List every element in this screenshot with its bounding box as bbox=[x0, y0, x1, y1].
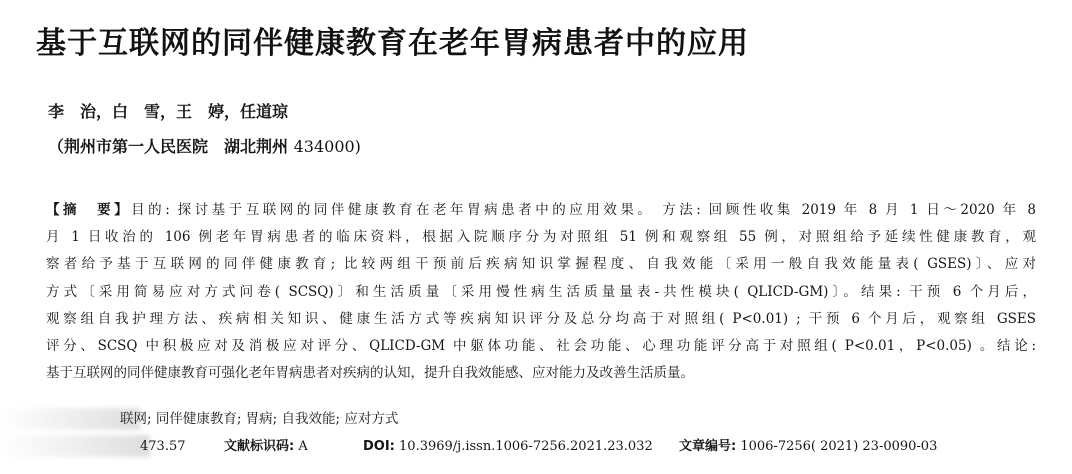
abstract bbox=[46, 197, 1036, 387]
article-metadata bbox=[0, 434, 1072, 460]
author-list: 李 治，白 雪，王 婷，任道琼 bbox=[48, 102, 289, 121]
abstract-line-5: 观察组自我护理方法、疾病相关知识、健康生活方式等疾病知识评分及总分均高于对照组( P<0.01) ; 干预 6 个月后，观察组 GSES bbox=[46, 310, 1036, 327]
abstract-label: 【摘 要】 bbox=[46, 202, 132, 218]
document-code-value: A bbox=[298, 439, 308, 454]
doi bbox=[363, 434, 653, 460]
abstract-line-6: 评分、SCSQ 中积极应对及消极应对评分、QLICD-GM 中躯体功能、社会功能、心理功能评分高于对照组( P<0.01，P<0.05) 。结论: bbox=[46, 338, 1036, 355]
article-number-label: 文章编号: bbox=[679, 439, 737, 454]
abstract-line-2: 月 1 日收治的 106 例老年胃病患者的临床资料，根据入院顺序分为对照组 51 例和观察组 55 例，对照组给予延续性健康教育，观 bbox=[46, 229, 1036, 246]
document-code bbox=[224, 434, 308, 460]
clc-number: 473.57 bbox=[140, 439, 186, 454]
author-affiliation bbox=[48, 135, 361, 159]
blurred-region bbox=[0, 408, 140, 430]
paper-title: 基于互联网的同伴健康教育在老年胃病患者中的应用 bbox=[36, 26, 749, 61]
abstract-line-3: 察者给予基于互联网的同伴健康教育; 比较两组干预前后疾病知识掌握程度、自我效能〔采用一般自我效能量表( GSES)〕、应对 bbox=[46, 256, 1036, 273]
document-code-label: 文献标识码: bbox=[224, 439, 295, 454]
affiliation-text: （荆州市第一人民医院 湖北荆州 bbox=[48, 137, 289, 156]
doi-label: DOI: bbox=[363, 439, 395, 454]
abstract-line-7: 基于互联网的同伴健康教育可强化老年胃病患者对疾病的认知，提升自我效能感、应对能力及改善生活质量。 bbox=[46, 365, 694, 382]
affiliation-postcode: 434000) bbox=[293, 137, 361, 156]
article-number-value: 1006-7256( 2021) 23-0090-03 bbox=[740, 439, 938, 454]
keywords: 联网; 同伴健康教育; 胃病; 自我效能; 应对方式 bbox=[120, 411, 399, 427]
doi-value: 10.3969/j.issn.1006-7256.2021.23.032 bbox=[399, 439, 653, 454]
abstract-line-1 bbox=[46, 197, 1036, 224]
abstract-line-4: 方式〔采用简易应对方式问卷( SCSQ)〕和生活质量〔采用慢性病生活质量量表-共性模块( QLICD-GM)〕。结果: 干预 6 个月后， bbox=[46, 283, 1036, 300]
article-number bbox=[679, 434, 937, 460]
abstract-line-1-text: 目的: 探讨基于互联网的同伴健康教育在老年胃病患者中的应用效果。 方法: 回顾性收集 2019 年 8 月 1 日～2020 年 8 bbox=[131, 202, 1036, 218]
